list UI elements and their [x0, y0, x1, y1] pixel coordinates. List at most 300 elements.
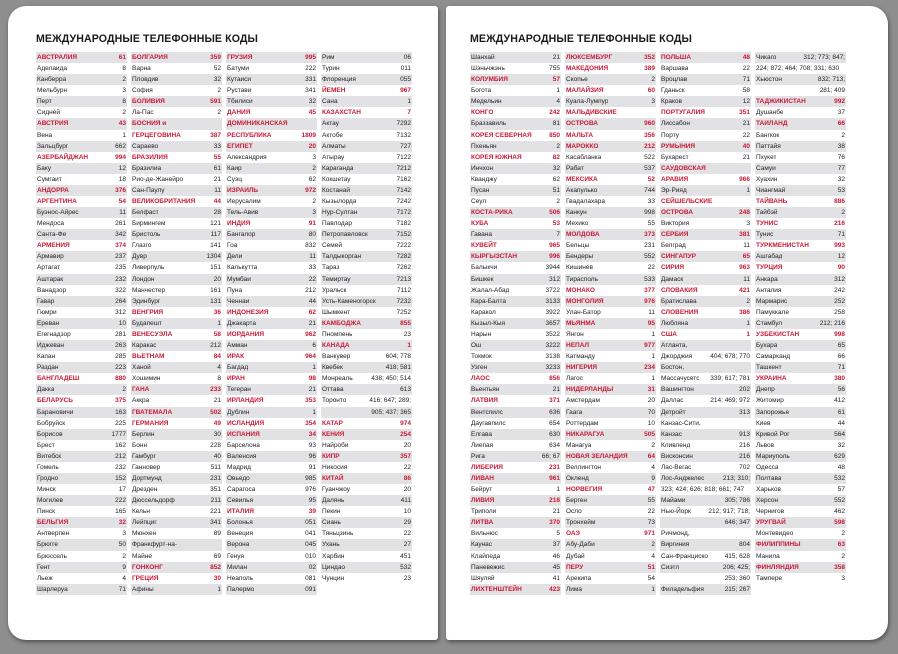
dial-code: 702 [739, 463, 750, 471]
dial-code: 537 [644, 164, 655, 172]
country-name: МАКЕДОНИЯ [566, 65, 609, 73]
dial-code: 976 [644, 297, 655, 305]
dial-code: 263 [115, 342, 126, 350]
codes-column [565, 52, 656, 595]
dial-code: 370 [549, 519, 560, 527]
city-name: Житомир [756, 397, 784, 405]
dial-code: 1 [651, 585, 655, 593]
dial-code: 66; 67 [541, 452, 560, 460]
country-row [660, 52, 751, 63]
dial-code: 58 [213, 330, 221, 338]
dial-code: 89 [213, 530, 221, 538]
dial-code: 2 [122, 386, 126, 394]
country-row [36, 185, 127, 196]
country-name: БЕЛАРУСЬ [37, 397, 73, 405]
city-row [470, 484, 561, 495]
city-row [36, 418, 127, 429]
dial-code: 21 [552, 54, 560, 61]
city-row [470, 174, 561, 185]
dial-code: 02 [308, 563, 316, 571]
dial-code: 48 [837, 463, 845, 471]
dial-code: 32 [837, 441, 845, 449]
city-name: Анкара [756, 275, 778, 283]
country-row [131, 196, 222, 207]
dial-code: 141 [210, 242, 221, 250]
dial-code: 339; 617; 781 [710, 375, 750, 383]
dial-code: 998 [834, 330, 845, 338]
city-row [36, 163, 127, 174]
city-name: Канзас-Сити, [661, 419, 701, 427]
city-name: Караганда [322, 164, 354, 172]
city-row [660, 573, 751, 584]
dial-code: 51 [552, 186, 560, 194]
country-row [321, 451, 412, 462]
dial-code: 416; 647; 289; [369, 397, 411, 405]
dial-code: 62 [552, 175, 560, 183]
country-row [565, 340, 656, 351]
dial-code: 386 [739, 308, 750, 316]
country-row [755, 517, 846, 528]
country-row [470, 207, 561, 218]
city-row [755, 285, 846, 296]
city-row [470, 440, 561, 451]
dial-code: 353 [305, 397, 316, 405]
city-row [321, 528, 412, 539]
dial-code: 81 [552, 120, 560, 128]
city-row [226, 196, 317, 207]
city-row [660, 318, 751, 329]
city-row [321, 440, 412, 451]
dial-code: 232 [115, 275, 126, 283]
dial-code: 44 [837, 419, 845, 427]
dial-code: 856 [549, 375, 560, 383]
dial-code: 1809 [301, 131, 316, 139]
dial-code: 62 [308, 175, 316, 183]
city-row [131, 528, 222, 539]
country-row [226, 351, 317, 362]
city-name: Тель-Авив [227, 209, 259, 217]
dial-code: 1 [407, 342, 411, 350]
country-row [565, 118, 656, 129]
city-row [226, 451, 317, 462]
city-row [755, 207, 846, 218]
country-row [755, 118, 846, 129]
city-row [226, 318, 317, 329]
city-name: Ванадзор [37, 286, 67, 294]
country-name: ЛИВИЯ [471, 497, 495, 505]
dial-code: 55 [647, 497, 655, 505]
city-name: Кокшетау [322, 175, 351, 183]
dial-code: 7262 [396, 264, 411, 272]
country-row [131, 573, 222, 584]
dial-code: 231 [549, 463, 560, 471]
dial-code: 629 [834, 452, 845, 460]
dial-code: 48 [742, 54, 750, 61]
city-name: Тампере [756, 574, 783, 582]
dial-code: 533 [644, 275, 655, 283]
country-name: ФИЛИППИНЫ [756, 541, 801, 549]
dial-code: 331 [305, 76, 316, 84]
city-name: Веллингтон [566, 463, 602, 471]
city-row [36, 141, 127, 152]
city-name: Днепр [756, 386, 775, 394]
city-row [321, 506, 412, 517]
dial-code: 212 [210, 342, 221, 350]
city-row [321, 307, 412, 318]
country-row [565, 429, 656, 440]
city-row [36, 218, 127, 229]
dial-code: 22 [742, 131, 750, 139]
city-name: Паттайя [756, 142, 781, 150]
country-row [565, 130, 656, 141]
country-row [470, 495, 561, 506]
dial-code: 7152 [396, 231, 411, 239]
city-row [660, 451, 751, 462]
city-name: Антверпен [37, 530, 70, 538]
dial-code: 91 [308, 220, 316, 228]
city-name: Детройт [661, 408, 686, 416]
city-row [131, 484, 222, 495]
dial-code: 636 [549, 408, 560, 416]
city-row [321, 196, 412, 207]
city-name: Баку [37, 164, 52, 172]
city-row [565, 539, 656, 550]
country-row [660, 163, 751, 174]
dial-code: 7282 [396, 253, 411, 261]
city-name: Белфаст [132, 209, 159, 217]
dial-code: 356 [644, 131, 655, 139]
city-row [660, 185, 751, 196]
dial-code: 11 [743, 242, 750, 250]
dial-code: 3 [122, 530, 126, 538]
country-row [226, 130, 317, 141]
city-name: Ашгабад [756, 253, 783, 261]
city-row [470, 351, 561, 362]
city-name: Скопье [566, 76, 588, 84]
dial-code: 22 [403, 463, 411, 471]
city-name: Каунас [471, 541, 493, 549]
city-row [321, 141, 412, 152]
dial-code: 21 [308, 386, 316, 394]
city-name: Улан-Батор [566, 308, 601, 316]
dial-code: 11 [309, 253, 316, 261]
dial-code: 82 [552, 153, 560, 161]
city-row [755, 451, 846, 462]
city-row [660, 96, 751, 107]
dial-code: 613 [400, 386, 411, 394]
country-name: КАМБОДЖА [322, 319, 361, 327]
dial-code: 73 [647, 519, 655, 527]
city-name: Сараево [132, 142, 159, 150]
city-name: Пловдив [132, 76, 159, 84]
city-name: Тунис [756, 231, 774, 239]
city-name: Каракол [471, 308, 496, 316]
city-name: Пуна [227, 286, 243, 294]
country-name: ЛЮКСЕМБУРГ [566, 54, 613, 61]
dial-code: 9 [122, 563, 126, 571]
dial-code: 212 [115, 452, 126, 460]
city-name: Запорожье [756, 408, 790, 416]
city-row [36, 130, 127, 141]
city-name: Лос-Анджелес [661, 474, 705, 482]
city-name: Ла-Пас [132, 109, 154, 117]
city-name: Пусан [471, 186, 490, 194]
dial-code: 880 [115, 375, 126, 383]
country-row [755, 329, 846, 340]
city-name: Бендеры [566, 253, 594, 261]
city-name: Дубай [566, 552, 585, 560]
city-row [565, 517, 656, 528]
city-name: Оттава [322, 386, 344, 394]
dial-code: 9 [651, 474, 655, 482]
country-row [755, 240, 846, 251]
dial-code: 630 [549, 430, 560, 438]
dial-code: 61 [213, 164, 221, 172]
dial-code: 3722 [545, 286, 560, 294]
dial-code: 971 [644, 530, 655, 538]
dial-code: 634 [549, 441, 560, 449]
city-name: Краков [661, 98, 683, 106]
city-name: Филадельфия [661, 585, 704, 593]
dial-code: 1 [746, 330, 750, 338]
city-row [755, 440, 846, 451]
city-row [321, 63, 412, 74]
city-row [226, 562, 317, 573]
city-row [131, 451, 222, 462]
city-row [755, 384, 846, 395]
dial-code: 33 [213, 142, 221, 150]
city-name: Кутаиси [227, 76, 252, 84]
city-name: Тегеран [227, 386, 251, 394]
country-name: НОРВЕГИЯ [566, 486, 603, 494]
city-name: Роттердам [566, 419, 599, 427]
country-name: КУБА [471, 220, 489, 228]
dial-code: 055 [400, 76, 411, 84]
dial-code: 905; 437; 365 [371, 408, 411, 416]
city-name: Кызыл-Кыя [471, 319, 506, 327]
city-name: Браззавиль [471, 120, 507, 128]
city-name: Калькутта [227, 264, 258, 272]
city-name: Аштарак [37, 275, 64, 283]
country-name: ФИНЛЯНДИЯ [756, 563, 799, 571]
city-name: Ванкувер [322, 353, 351, 361]
city-name: Флоренция [322, 76, 356, 84]
dial-code: 8 [122, 65, 126, 73]
city-row [321, 551, 412, 562]
city-row [131, 440, 222, 451]
city-row [755, 174, 846, 185]
country-name: ЛАОС [471, 375, 490, 383]
dial-code: 091 [305, 585, 316, 593]
city-row [226, 484, 317, 495]
dial-code: 117 [210, 231, 221, 239]
country-name: МОНАКО [566, 286, 595, 294]
country-row [755, 218, 846, 229]
dial-code: 228 [210, 441, 221, 449]
country-row [470, 517, 561, 528]
city-row [321, 207, 412, 218]
dial-code: 3 [312, 209, 316, 217]
dial-code: 51 [647, 563, 655, 571]
country-name: МЬЯНМА [566, 319, 596, 327]
dial-code: 21 [742, 153, 750, 161]
city-row [321, 285, 412, 296]
dial-code: 312 [549, 275, 560, 283]
city-row [36, 96, 127, 107]
city-row [565, 351, 656, 362]
country-name: АВСТРАЛИЯ [37, 54, 78, 61]
city-row [321, 251, 412, 262]
city-name: Лейпциг [132, 519, 157, 527]
city-name: Актау [322, 120, 339, 128]
country-name: КОРЕЯ ЮЖНАЯ [471, 153, 522, 161]
city-name: Брест [37, 441, 55, 449]
country-name: ЙЕМЕН [322, 87, 346, 95]
country-row [470, 473, 561, 484]
dial-code: 281; 409 [819, 87, 845, 95]
city-name: Виктория [661, 220, 690, 228]
country-row [565, 318, 656, 329]
city-row [470, 85, 561, 96]
city-name: Бухара [756, 342, 778, 350]
dial-code: 8 [217, 375, 221, 383]
dial-code: 3133 [545, 297, 560, 305]
city-row [755, 318, 846, 329]
dial-code: 341 [305, 87, 316, 95]
city-row [36, 63, 127, 74]
city-name: Мармарис [756, 297, 788, 305]
city-name: Сарагоса [227, 486, 256, 494]
city-name: Бостон, [661, 364, 685, 372]
city-name: Уральск [322, 286, 347, 294]
dial-code: 2 [841, 530, 845, 538]
city-name: Гаага [566, 408, 583, 416]
city-name: Темиртау [322, 275, 351, 283]
country-row [565, 52, 656, 63]
city-row [660, 63, 751, 74]
dial-code: 1 [746, 186, 750, 194]
country-name: МОЛДОВА [566, 231, 600, 239]
city-row [660, 274, 751, 285]
city-name: Каракас [132, 342, 157, 350]
dial-code: 511 [210, 463, 221, 471]
dial-code: 966 [739, 175, 750, 183]
city-row [321, 562, 412, 573]
city-name: Аделаида [37, 65, 67, 73]
country-name: НИГЕРИЯ [566, 364, 598, 372]
dial-code: 64 [647, 452, 655, 460]
country-name: АВСТРИЯ [37, 120, 69, 128]
city-row [226, 539, 317, 550]
right-page [446, 6, 888, 640]
city-row [470, 307, 561, 318]
city-name: Барановичи [37, 408, 74, 416]
city-name: Жалал-Абад [471, 286, 510, 294]
city-row [131, 229, 222, 240]
dial-code: 7232 [396, 297, 411, 305]
dial-code: 972 [305, 186, 316, 194]
dial-code: 20 [308, 142, 316, 150]
country-row [36, 152, 127, 163]
city-row [470, 63, 561, 74]
dial-code: 1 [312, 408, 316, 416]
city-name: Багдад [227, 364, 249, 372]
city-name: Франкфурт-на- [132, 541, 178, 549]
city-row [131, 395, 222, 406]
city-row [36, 584, 127, 595]
city-name: Медельин [471, 98, 502, 106]
city-name: Канберра [37, 76, 67, 84]
city-name: Сана [322, 98, 338, 106]
dial-code: 98 [308, 375, 316, 383]
dial-code: 66 [837, 120, 845, 128]
dial-code: 4 [217, 364, 221, 372]
dial-code: 5 [556, 530, 560, 538]
country-name: СИНГАПУР [661, 253, 696, 261]
dial-code: 36 [213, 308, 221, 316]
country-name: ИТАЛИЯ [227, 508, 254, 516]
country-row [660, 285, 751, 296]
city-name: Шарлеруа [37, 585, 68, 593]
city-row [321, 52, 412, 63]
city-name: Гент [37, 563, 51, 571]
city-row [755, 296, 846, 307]
dial-code: 7 [556, 231, 560, 239]
country-row [131, 351, 222, 362]
country-row [131, 96, 222, 107]
dial-code: 2 [556, 198, 560, 206]
city-row [36, 495, 127, 506]
dial-code: 212 [305, 286, 316, 294]
country-name: БОЛГАРИЯ [132, 54, 168, 61]
dial-code: 804 [739, 541, 750, 549]
dial-code: 60 [647, 87, 655, 95]
city-name: Клайпеда [471, 552, 501, 560]
city-name: Висконсин [661, 452, 693, 460]
city-row [565, 240, 656, 251]
city-row [470, 551, 561, 562]
city-row [470, 229, 561, 240]
city-name: Арекипа [566, 574, 592, 582]
country-row [321, 418, 412, 429]
city-name: Сеул [471, 198, 487, 206]
city-row [321, 74, 412, 85]
country-name: АРМЕНИЯ [37, 242, 70, 250]
city-row [36, 551, 127, 562]
country-row [470, 218, 561, 229]
city-row [131, 185, 222, 196]
city-row [660, 539, 751, 550]
country-name: УКРАИНА [756, 375, 787, 383]
dial-code: 91 [308, 463, 316, 471]
city-row [660, 351, 751, 362]
city-row [660, 528, 751, 539]
city-name: Шяуляй [471, 574, 495, 582]
country-row [226, 107, 317, 118]
country-row [565, 174, 656, 185]
dial-code: 40 [213, 452, 221, 460]
country-row [565, 296, 656, 307]
country-name: ВЕНГРИЯ [132, 308, 164, 316]
city-row [565, 152, 656, 163]
country-name: СЕРБИЯ [661, 231, 689, 239]
dial-code: 2 [841, 552, 845, 560]
city-row [226, 584, 317, 595]
city-row [36, 296, 127, 307]
dial-code: 252 [834, 297, 845, 305]
city-row [660, 152, 751, 163]
country-name: КЫРГЫЗСТАН [471, 253, 518, 261]
